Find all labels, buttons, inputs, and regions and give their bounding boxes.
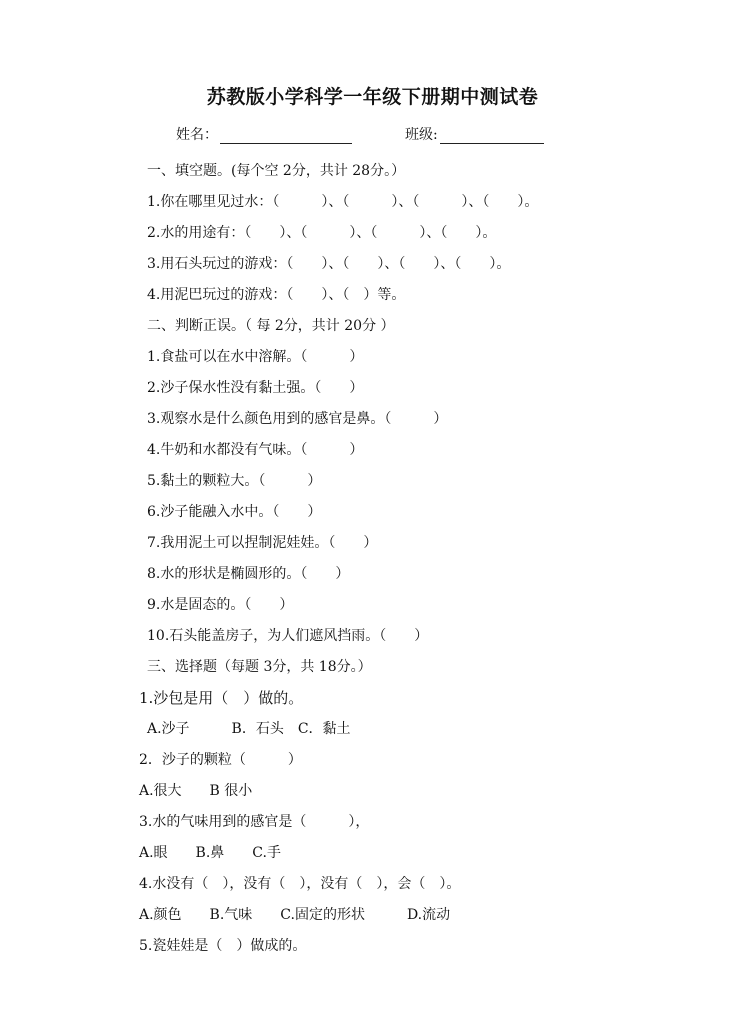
question-line: A.沙子 B．石头 C．黏土 bbox=[147, 721, 351, 737]
question-line: 二、判断正误。（ 每 2分，共计 20分 ） bbox=[147, 318, 395, 334]
question-line: 4.用泥巴玩过的游戏：（ ）、（ ）等。 bbox=[147, 287, 406, 303]
question-line: 1.沙包是用（ ）做的。 bbox=[139, 689, 304, 707]
question-line: 4.水没有（ ），没有（ ），没有（ ），会（ ）。 bbox=[139, 876, 461, 892]
question-line: 1.你在哪里见过水：（ ）、（ ）、（ ）、（ ）。 bbox=[147, 194, 539, 210]
question-line: 5.瓷娃娃是（ ）做成的。 bbox=[139, 938, 307, 954]
question-line: A.眼 B.鼻 C.手 bbox=[139, 845, 281, 861]
question-line: 三、选择题（每题 3分，共 18分。） bbox=[147, 659, 372, 675]
question-line: 2.沙子保水性没有黏土强。（ ） bbox=[147, 380, 364, 396]
question-line: 2．沙子的颗粒（ ） bbox=[139, 752, 302, 768]
question-line: 3.用石头玩过的游戏：（ ）、（ ）、（ ）、（ ）。 bbox=[147, 256, 511, 272]
name-blank bbox=[220, 129, 352, 144]
question-line: 1.食盐可以在水中溶解。（ ） bbox=[147, 349, 364, 365]
question-line: 6.沙子能融入水中。（ ） bbox=[147, 504, 322, 520]
question-line: A.颜色 B.气味 C.固定的形状 D.流动 bbox=[139, 907, 451, 923]
question-line: 7.我用泥土可以捏制泥娃娃。（ ） bbox=[147, 535, 378, 551]
question-line: 9.水是固态的。（ ） bbox=[147, 597, 294, 613]
class-label: 班级: bbox=[405, 127, 438, 143]
class-info bbox=[405, 124, 544, 144]
question-line: 4.牛奶和水都没有气味。（ ） bbox=[147, 442, 364, 458]
question-line: A.很大 B 很小 bbox=[139, 783, 253, 799]
exam-title: 苏教版小学科学一年级下册期中测试卷 bbox=[206, 86, 539, 108]
question-line: 10.石头能盖房子，为人们遮风挡雨。（ ） bbox=[147, 628, 429, 644]
question-line: 8.水的形状是椭圆形的。（ ） bbox=[147, 566, 350, 582]
student-info-row bbox=[176, 124, 596, 144]
question-line: 一、填空题。(每个空 2分，共计 28分。） bbox=[147, 163, 406, 179]
question-line: 2.水的用途有：（ ）、（ ）、（ ）、（ ）。 bbox=[147, 225, 497, 241]
question-line: 5.黏土的颗粒大。（ ） bbox=[147, 473, 322, 489]
name-label: 姓名： bbox=[176, 127, 218, 143]
question-lines bbox=[139, 156, 719, 962]
class-blank bbox=[440, 129, 544, 144]
question-line: 3.观察水是什么颜色用到的感官是鼻。（ ） bbox=[147, 411, 448, 427]
question-line: 3.水的气味用到的感官是（ ）， bbox=[139, 814, 370, 830]
